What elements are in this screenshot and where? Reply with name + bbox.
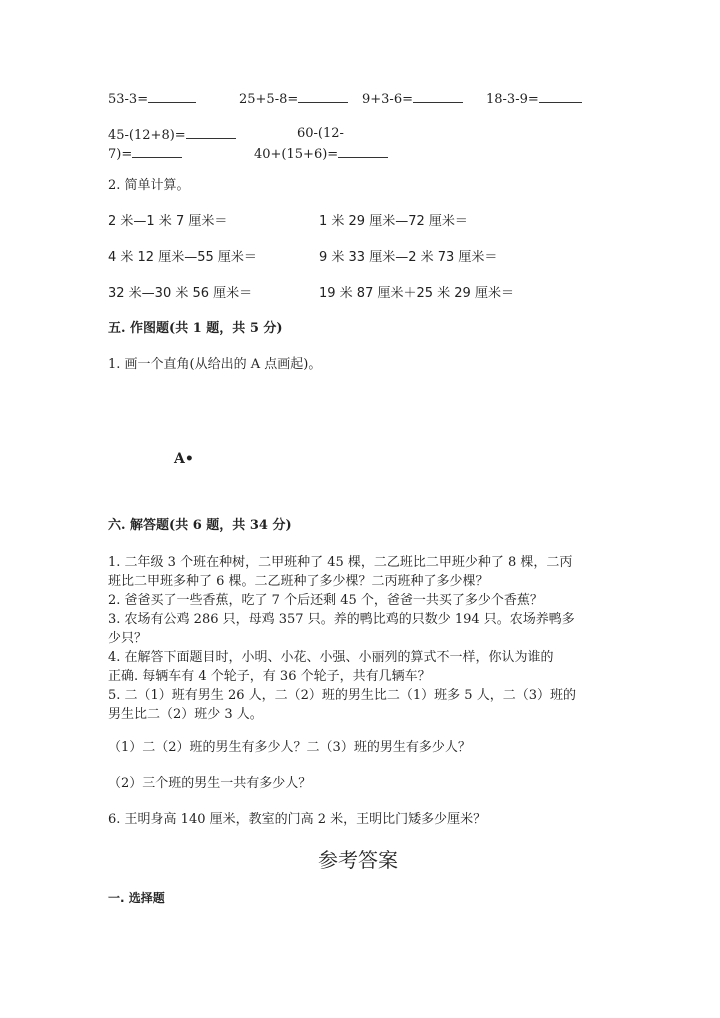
expression: 53-3= <box>108 92 149 107</box>
calc-item-3 <box>362 90 463 108</box>
question-1-line-2: 班比二甲班多种了 6 棵。二乙班种了多少棵？二丙班种了多少棵？ <box>108 574 489 589</box>
calc-item-5 <box>108 126 236 144</box>
simple-calc-item: 9 米 33 厘米—2 米 73 厘米＝ <box>319 250 498 265</box>
point-dot-icon: • <box>184 451 194 467</box>
calc-item-4 <box>486 90 582 108</box>
section-heading-word-problems: 六. 解答题(共 6 题，共 34 分) <box>108 518 292 533</box>
expression: 9+3-6= <box>362 92 413 107</box>
expression: 40+(15+6)= <box>254 147 339 162</box>
question-3-line-1: 3. 农场有公鸡 286 只，母鸡 357 只。养的鸭比鸡的只数少 194 只。农场养鸭多 <box>108 612 575 627</box>
expression: 45-(12+8)= <box>108 128 186 143</box>
answer-blank[interactable] <box>413 90 463 103</box>
simple-calc-item: 4 米 12 厘米—55 厘米＝ <box>108 250 257 265</box>
question-4-line-1: 4. 在解答下面题目时，小明、小花、小强、小丽列的算式不一样，你认为谁的 <box>108 650 554 665</box>
answer-key-title: 参考答案 <box>318 848 398 872</box>
calc-item-7 <box>254 145 388 163</box>
point-label: A <box>174 451 185 467</box>
answer-blank[interactable] <box>338 145 388 158</box>
answer-blank[interactable] <box>298 90 348 103</box>
drawing-question: 1. 画一个直角(从给出的 A 点画起)。 <box>108 357 322 372</box>
question-5-sub-2: （2）三个班的男生一共有多少人？ <box>108 776 312 791</box>
expression: 7)= <box>108 147 133 162</box>
calc-item-6-part2 <box>108 145 182 163</box>
question-5-sub-1: （1）二（2）班的男生有多少人？二（3）班的男生有多少人？ <box>108 740 471 755</box>
simple-calc-item: 2 米—1 米 7 厘米＝ <box>108 214 228 229</box>
section-heading-drawing: 五. 作图题(共 1 题，共 5 分) <box>108 321 283 336</box>
simple-calc-item: 1 米 29 厘米—72 厘米＝ <box>319 214 468 229</box>
answer-section-choice: 一. 选择题 <box>108 891 165 905</box>
question-5-line-1: 5. 二（1）班有男生 26 人，二（2）班的男生比二（1）班多 5 人，二（3）班的 <box>108 688 576 703</box>
simple-calc-item: 19 米 87 厘米＋25 米 29 厘米＝ <box>319 286 514 301</box>
question-2: 2. 爸爸买了一些香蕉，吃了 7 个后还剩 45 个，爸爸一共买了多少个香蕉？ <box>108 593 543 608</box>
expression: 18-3-9= <box>486 92 539 107</box>
calc-item-1 <box>108 90 196 108</box>
simple-calc-item: 32 米—30 米 56 厘米＝ <box>108 286 253 301</box>
point-a <box>174 451 194 467</box>
question-3-line-2: 少只？ <box>108 631 148 646</box>
answer-blank[interactable] <box>148 90 196 103</box>
answer-blank[interactable] <box>132 145 182 158</box>
question-4-line-2: 正确. 每辆车有 4 个轮子，有 36 个轮子，共有几辆车？ <box>108 669 431 684</box>
expression: 60-(12- <box>297 126 344 141</box>
question-5-line-2: 男生比二（2）班少 3 人。 <box>108 707 263 722</box>
question-6: 6. 王明身高 140 厘米，教室的门高 2 米，王明比门矮多少厘米？ <box>108 812 487 827</box>
answer-blank[interactable] <box>186 126 236 139</box>
question-1-line-1: 1. 二年级 3 个班在种树，二甲班种了 45 棵，二乙班比二甲班少种了 8 棵，二丙 <box>108 555 573 570</box>
expression: 25+5-8= <box>239 92 299 107</box>
simple-calc-heading: 2. 简单计算。 <box>108 178 190 193</box>
calc-item-2 <box>239 90 348 108</box>
answer-blank[interactable] <box>539 90 582 103</box>
calc-item-6-part1 <box>297 126 344 142</box>
